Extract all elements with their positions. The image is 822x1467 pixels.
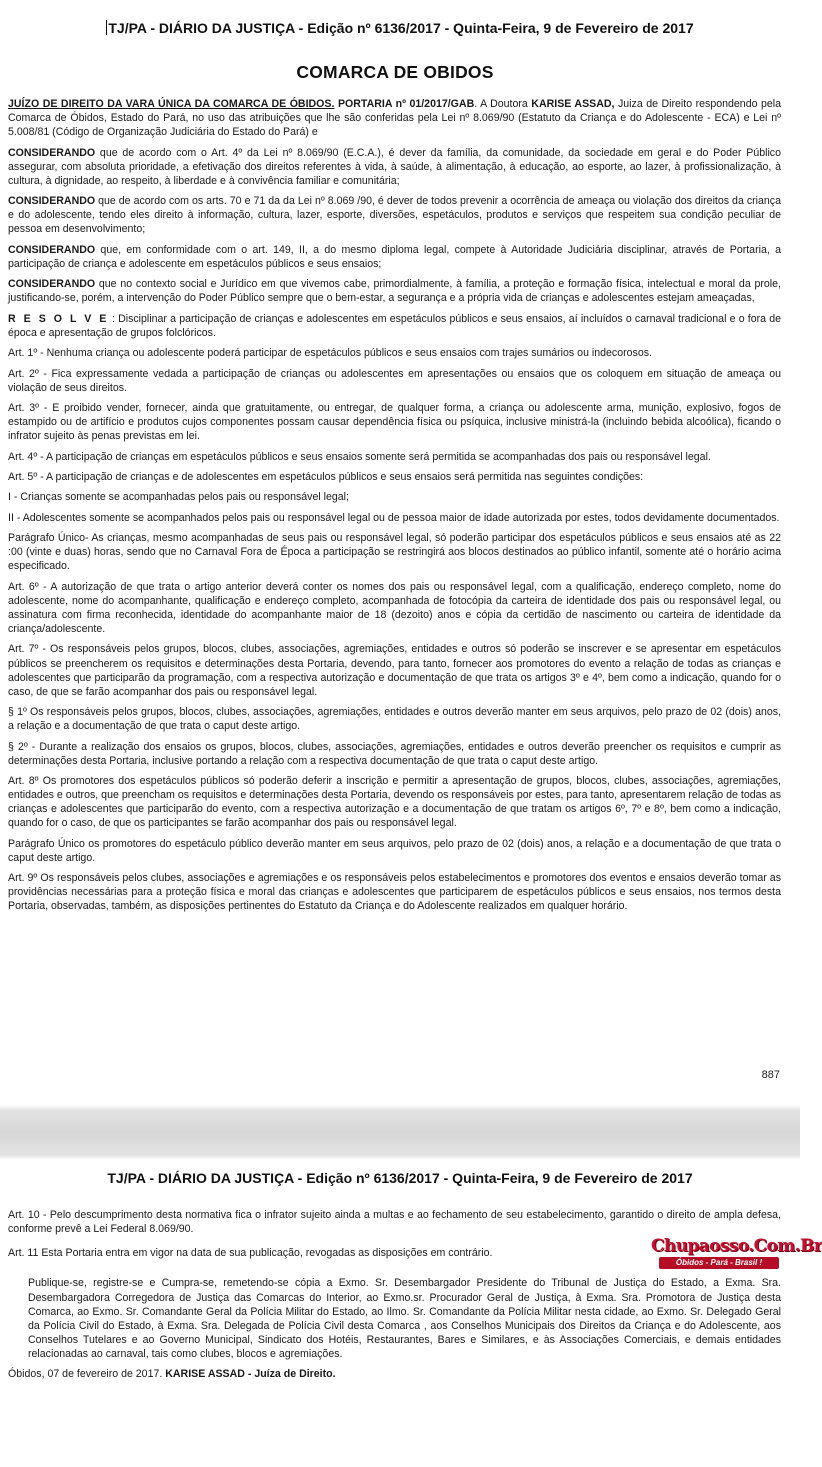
article-11-row (8, 1236, 822, 1276)
considerando-label: CONSIDERANDO (8, 146, 96, 159)
article-5-paragrafo-unico: Parágrafo Único- As crianças, mesmo acompanhadas de seus pais ou responsável legal, só poderão participar dos espetáculos públicos e seus ensaios até as 22 :00 (vinte e duas) horas, sendo que no Carnaval Fora de Época a participação se restringirá aos blocos destinados ao público infantil, somente até o horário acima especificado. (8, 532, 781, 573)
intro-text-a: . A Doutora (474, 98, 532, 110)
considerando-1 (8, 146, 781, 188)
intro-text-b: Juiza de Direito respondendo pela Comarca de Óbidos, Estado do Pará, no uso das atribuições que lhe são conferidas pela Lei nº 8.069/90 (Estatuto da Criança e do Adolescente - ECA) e Lei nº 5.008/81 (Código de Organização Judiciária do Estado do Pará) e (8, 98, 782, 139)
juizo-heading: JUÍZO DE DIREITO DA VARA ÚNICA DA COMARCA DE ÓBIDOS. (8, 98, 335, 110)
considerando-3 (8, 243, 781, 271)
resolve-paragraph (8, 312, 781, 340)
article-7: Art. 7º - Os responsáveis pelos grupos, blocos, clubes, associações, agremiações, entidades e outros só poderão se inscrever e se apresentar em espetáculos públicos se preencherem os requisitos e determinações desta Portaria, devendo, para tanto, fornecer aos promotores do evento a relação de todas as crianças e adolescentes que participarão da programação, com a respectiva autorização e documentação de que trata os artigos 3º e 4º, bem como a indicação, quando for o caso, de que se farão acompanhar dos pais ou responsável legal. (8, 643, 781, 698)
logo-name: Chupaosso.Com.Br (651, 1236, 822, 1257)
article-9: Art. 9º Os responsáveis pelos clubes, associações e agremiações e os responsáveis pelos estabelecimentos e promotores dos eventos e ensaios deverão tomar as providências necessárias para a proteção física e moral das crianças e adolescentes que participarem de espetáculos públicos e seus ensaios, nos termos desta Portaria, observadas, também, as disposições pertinentes do Estatuto da Criança e do Adolescente realizados em qualquer horário. (8, 872, 781, 913)
considerando-label: CONSIDERANDO (8, 243, 96, 256)
running-head-text: TJ/PA - DIÁRIO DA JUSTIÇA - Edição nº 6136/2017 - Quinta-Feira, 9 de Fevereiro de 2017 (108, 20, 694, 36)
considerando-3-text: que, em conformidade com o art. 149, II, a do mesmo diploma legal, compete à Autoridade Judiciária disciplinar, através de Portaria, a participação de criança e adolescente em espetáculos públicos e seus ensaios; (8, 243, 781, 270)
considerando-label: CONSIDERANDO (8, 278, 96, 291)
article-5: Art. 5º - A participação de crianças e de adolescentes em espetáculos públicos e seus ensaios será permitida nas seguintes condições: (8, 471, 644, 484)
comarca-title: COMARCA DE OBIDOS (296, 62, 494, 82)
portaria-body (8, 97, 781, 920)
article-1: Art. 1º - Nenhuma criança ou adolescente poderá participar de espetáculos públicos e seus ensaios com trajes sumários ou indecorosos. (8, 347, 652, 360)
page-888 (0, 1160, 822, 1467)
article-3: Art. 3º - E proibido vender, fornecer, ainda que gratuitamente, ou entregar, de qualquer forma, a criança ou adolescente arma, munição, explosivo, fogos de estampido ou de artifício e produtos cujos componentes possam causar dependência física ou psíquica, inclusive ministrá-la (incluindo bebida alcoólica), ficando o infrator sujeito às penas previstas em lei. (8, 402, 781, 443)
article-7-paragraph-1: § 1º Os responsáveis pelos grupos, blocos, clubes, associações, agremiações, entidades e outros deverão manter em seus arquivos, pelo prazo de 02 (dois) anos, a relação e a documentação de que trata o caput deste artigo. (8, 706, 781, 733)
article-6: Art. 6º - A autorização de que trata o artigo anterior deverá conter os nomes dos pais ou responsável legal, com a qualificação, endereço completo, nome do adolescente, nome do acompanhante, qualificação e endereço completo, acompanhada de fotocópia da carteira de identidade dos pais ou responsável legal, ou assinatura com firma reconhecida, identidade do acompanhante maior de 18 (dezoito) anos e cópia da certidão de nascimento ou carteira de identidade da criança/adolescente. (8, 580, 781, 636)
judge-name: KARISE ASSAD, (531, 98, 615, 110)
portaria-number: PORTARIA nº 01/2017/GAB (337, 98, 475, 110)
considerando-2-text: que de acordo com os arts. 70 e 71 da da Lei nº 8.069 /90, é dever de todos prevenir a ocorrência de ameaça ou violação dos direitos da criança e do adolescente, tendo eles direito à informação, cultura, lazer, esporte, diversões, espetáculos, produtos e serviços que respeitem sua condição peculiar de pessoa em desenvolvimento; (8, 195, 781, 236)
chupaosso-logo[interactable] (651, 1236, 822, 1272)
page-separator (0, 1105, 800, 1160)
article-5-inciso-1: I - Crianças somente se acompanhadas pelos pais ou responsável legal; (8, 491, 349, 504)
logo-tagline: Óbidos - Pará - Brasil ! (659, 1257, 779, 1269)
article-4: Art. 4º - A participação de crianças em espetáculos públicos e seus ensaios somente será permitida se acompanhadas dos pais ou responsável legal. (8, 450, 711, 463)
considerando-1-text: que de acordo com o Art. 4º da Lei nº 8.069/90 (E.C.A.), é dever da família, da comunidade, da sociedade em geral e do Poder Público assegurar, com absoluta prioridade, a efetivação dos direitos referentes à vida, à saúde, à alimentação, à educação, ao esporte, ao lazer, à profissionalização, à cultura, à dignidade, ao respeito, à liberdade e à convivência familiar e comunitária; (8, 146, 781, 187)
signature-name: KARISE ASSAD - Juíza de Direito. (165, 1368, 336, 1381)
signature-place-date: Óbidos, 07 de fevereiro de 2017. (8, 1368, 166, 1381)
considerando-label: CONSIDERANDO (8, 195, 96, 208)
running-head (0, 20, 800, 36)
article-2: Art. 2º - Fica expressamente vedada a participação de crianças ou adolescentes em apresentações ou ensaios que os coloquem em situação de ameaça ou violação de seus direitos. (8, 367, 781, 394)
considerando-2 (8, 194, 781, 236)
resolve-label: R E S O L V E (8, 312, 109, 325)
article-11: Art. 11 Esta Portaria entra em vigor na data de sua publicação, revogadas as disposições em contrário. (8, 1247, 493, 1260)
article-5-inciso-2: II - Adolescentes somente se acompanhados pelos pais ou responsável legal ou de pessoa maior de idade autorizada por estes, todos devidamente documentados. (8, 511, 780, 524)
page-number: 887 (761, 1069, 780, 1081)
article-8-paragrafo-unico: Parágrafo Único os promotores do espetáculo público deverão manter em seus arquivos, pelo prazo de 02 (dois) anos, a relação e a documentação de que trata o caput deste artigo. (8, 837, 781, 864)
resolve-text: : Disciplinar a participação de crianças e adolescentes em espetáculos públicos e seus ensaios, aí incluídos o carnaval tradicional e o fora de época e apresentação de grupos folclóricos. (8, 312, 781, 339)
publique-paragraph: Publique-se, registre-se e Cumpra-se, remetendo-se cópia a Exmo. Sr. Desembargador Presidente do Tribunal de Justiça do Estado, a Exma. Sra. Desembargadora Corregedora de Justiça das Comarcas do Interior, ao Exmo.sr. Procurador Geral de Justiça, à Exma. Sra. Promotora de Justiça desta Comarca, ao Exmo. Sr. Comandante Geral da Polícia Militar do Estado, ao Ilmo. Sr. Comandante da Polícia Militar nesta cidade, ao Exmo. Sr. Delegado Geral da Polícia Civil do Estado, à Exma. Sra. Delegada de Polícia Civil desta Comarca , aos Conselhos Municipais dos Direitos da Criança e do Adolescente, aos Conselhos Tutelares e ao Governo Municipal, Sindicato dos Hotéis, Restaurantes, Bares e Similares, e às Associações Comerciais, e demais entidades relacionadas ao carnaval, tais como clubes, blocos e agremiações. (28, 1277, 781, 1360)
signature-line (8, 1367, 781, 1381)
running-head-page2: TJ/PA - DIÁRIO DA JUSTIÇA - Edição nº 6136/2017 - Quinta-Feira, 9 de Fevereiro de 2017 (107, 1170, 693, 1186)
considerando-4 (8, 277, 781, 305)
article-7-paragraph-2: § 2º - Durante a realização dos ensaios os grupos, blocos, clubes, associações, agremiações, entidades e outros deverão preencher os requisitos e cumprir as determinações desta Portaria, inclusive portando a relação com a respectiva documentação de que trata o caput deste artigo. (8, 740, 781, 767)
article-8: Art. 8º Os promotores dos espetáculos públicos só poderão deferir a inscrição e permitir a apresentação de grupos, blocos, clubes, associações, agremiações, entidades e outros, que preencham os requisitos e determinações desta Portaria, devendo os responsáveis por estes, para tanto, apresentarem relação de todas as crianças e adolescentes que participarão do evento, com a respectiva autorização e a documentação de que tratam os artigos 6º, 7º e 8º, bem como a indicação, quando for o caso, de que os participantes se farão acompanhar dos pais ou responsável legal. (8, 775, 781, 830)
considerando-4-text: que no contexto social e Jurídico em que vivemos cabe, primordialmente, à família, a proteção e formação física, intelectual e moral da prole, justificando-se, porém, a intervenção do Poder Público sempre que o bem-estar, a segurança e a própria vida de crianças e adolescentes estejam ameaçadas, (8, 278, 781, 305)
intro-paragraph (8, 97, 781, 139)
article-10: Art. 10 - Pelo descumprimento desta normativa fica o infrator sujeito ainda a multas e ao fechamento de seu estabelecimento, garantido o direito de ampla defesa, conforme prevê a Lei Federal 8.069/90. (8, 1209, 781, 1236)
portaria-body-continued (8, 1208, 822, 1388)
